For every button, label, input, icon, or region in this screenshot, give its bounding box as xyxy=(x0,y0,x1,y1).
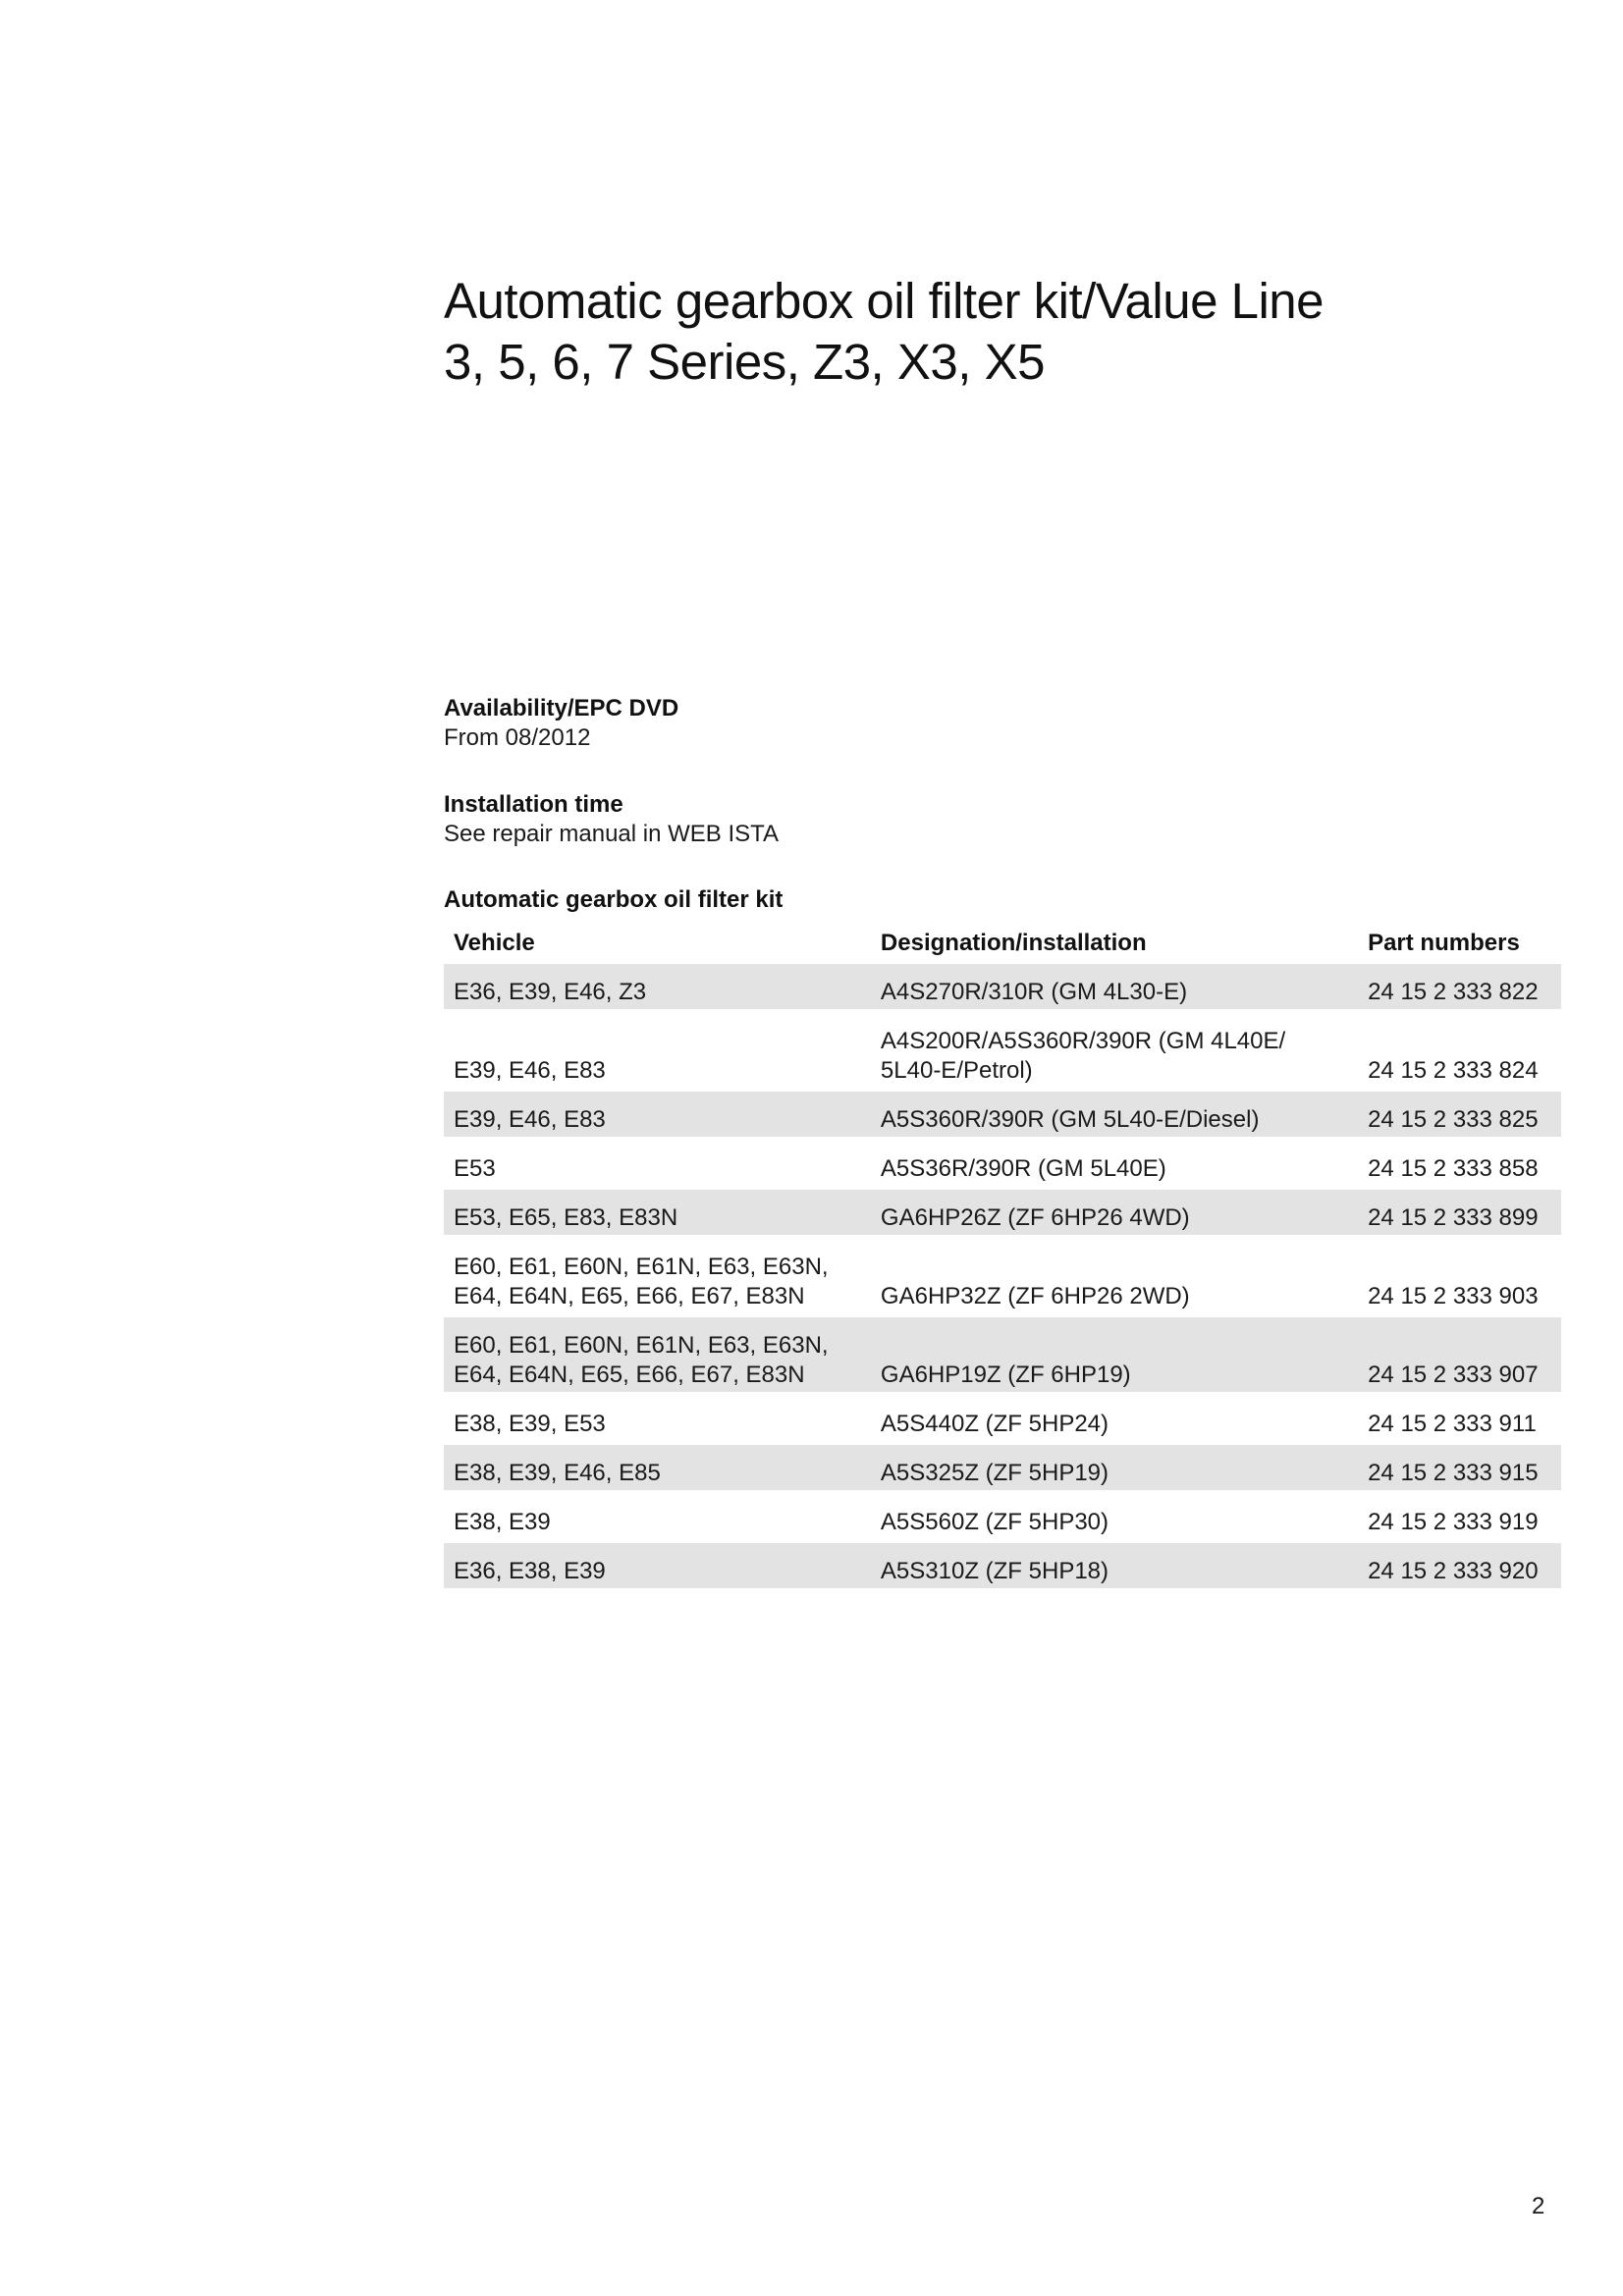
table-row xyxy=(444,964,1561,1011)
cell-part-number: 24 15 2 333 907 xyxy=(1358,1315,1561,1394)
table-row xyxy=(444,1394,1561,1443)
cell-part-number: 24 15 2 333 920 xyxy=(1358,1541,1561,1590)
installation-value: See repair manual in WEB ISTA xyxy=(444,821,780,847)
cell-vehicle: E39, E46, E83 xyxy=(444,1090,871,1139)
parts-table xyxy=(444,923,1561,1592)
cell-vehicle: E60, E61, E60N, E61N, E63, E63N, E64, E64N, E65, E66, E67, E83N xyxy=(444,1237,871,1315)
cell-vehicle: E38, E39, E53 xyxy=(444,1394,871,1443)
table-header-row xyxy=(444,923,1561,964)
column-header-part-numbers: Part numbers xyxy=(1368,930,1520,956)
page-number: 2 xyxy=(1532,2193,1545,2219)
table-row xyxy=(444,1139,1561,1188)
table-row xyxy=(444,1237,1561,1315)
table-row xyxy=(444,1315,1561,1394)
table-row xyxy=(444,1492,1561,1541)
cell-part-number: 24 15 2 333 911 xyxy=(1358,1394,1561,1443)
cell-vehicle: E39, E46, E83 xyxy=(444,1011,871,1090)
availability-value: From 08/2012 xyxy=(444,724,591,751)
cell-vehicle: E38, E39, E46, E85 xyxy=(444,1443,871,1492)
cell-designation: GA6HP32Z (ZF 6HP26 2WD) xyxy=(871,1237,1358,1315)
cell-designation: A5S310Z (ZF 5HP18) xyxy=(871,1541,1358,1590)
table-row xyxy=(444,1443,1561,1492)
title-line-2: 3, 5, 6, 7 Series, Z3, X3, X5 xyxy=(444,334,1045,390)
title-line-1: Automatic gearbox oil filter kit/Value Line xyxy=(444,273,1325,329)
table-row xyxy=(444,1090,1561,1139)
cell-designation: A5S440Z (ZF 5HP24) xyxy=(871,1394,1358,1443)
cell-designation: A4S200R/A5S360R/390R (GM 4L40E/ 5L40-E/Petrol) xyxy=(871,1011,1358,1090)
cell-part-number: 24 15 2 333 824 xyxy=(1358,1011,1561,1090)
cell-designation: GA6HP26Z (ZF 6HP26 4WD) xyxy=(871,1188,1358,1237)
cell-part-number: 24 15 2 333 903 xyxy=(1358,1237,1561,1315)
cell-part-number: 24 15 2 333 899 xyxy=(1358,1188,1561,1237)
cell-designation: A5S36R/390R (GM 5L40E) xyxy=(871,1139,1358,1188)
kit-heading: Automatic gearbox oil filter kit xyxy=(444,886,784,913)
table-row xyxy=(444,1188,1561,1237)
cell-vehicle: E36, E38, E39 xyxy=(444,1541,871,1590)
column-header-vehicle: Vehicle xyxy=(454,930,535,956)
availability-label: Availability/EPC DVD xyxy=(444,695,679,721)
installation-label: Installation time xyxy=(444,791,623,818)
cell-part-number: 24 15 2 333 915 xyxy=(1358,1443,1561,1492)
cell-designation: GA6HP19Z (ZF 6HP19) xyxy=(871,1315,1358,1394)
cell-designation: A5S360R/390R (GM 5L40-E/Diesel) xyxy=(871,1090,1358,1139)
kit-section xyxy=(444,885,1573,915)
cell-designation: A4S270R/310R (GM 4L30-E) xyxy=(871,964,1358,1011)
cell-vehicle: E38, E39 xyxy=(444,1492,871,1541)
cell-part-number: 24 15 2 333 825 xyxy=(1358,1090,1561,1139)
cell-vehicle: E60, E61, E60N, E61N, E63, E63N, E64, E64N, E65, E66, E67, E83N xyxy=(444,1315,871,1394)
cell-part-number: 24 15 2 333 858 xyxy=(1358,1139,1561,1188)
installation-section xyxy=(444,790,1573,849)
cell-part-number: 24 15 2 333 822 xyxy=(1358,964,1561,1011)
page-title xyxy=(444,271,1573,393)
column-header-designation: Designation/installation xyxy=(880,930,1147,956)
cell-vehicle: E53, E65, E83, E83N xyxy=(444,1188,871,1237)
cell-designation: A5S325Z (ZF 5HP19) xyxy=(871,1443,1358,1492)
cell-vehicle: E36, E39, E46, Z3 xyxy=(444,964,871,1011)
availability-section xyxy=(444,694,1573,753)
table-row xyxy=(444,1541,1561,1590)
cell-part-number: 24 15 2 333 919 xyxy=(1358,1492,1561,1541)
cell-designation: A5S560Z (ZF 5HP30) xyxy=(871,1492,1358,1541)
cell-vehicle: E53 xyxy=(444,1139,871,1188)
table-body xyxy=(444,964,1561,1590)
table-row xyxy=(444,1011,1561,1090)
